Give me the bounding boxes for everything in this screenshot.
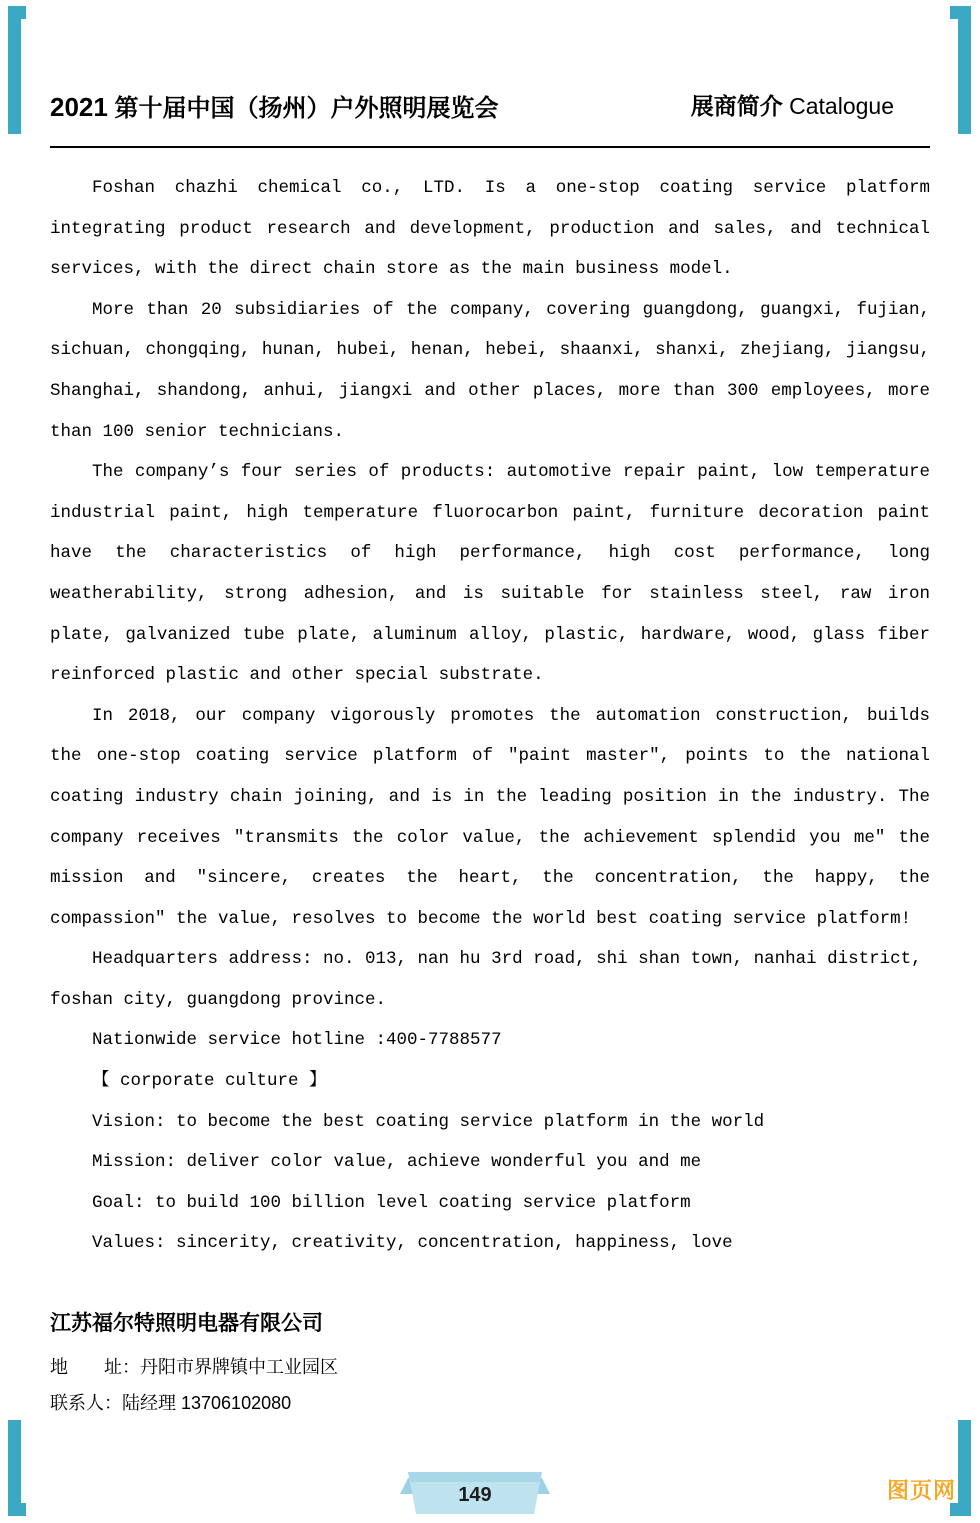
company-name: 江苏福尔特照明电器有限公司 [50,1312,323,1335]
corner-accent-top-left-horizontal [8,6,26,19]
watermark-logo: 图页网 [886,1478,956,1503]
corner-accent-bottom-right-vertical [958,1420,971,1516]
company-block [50,1307,930,1421]
line-values: Values: sincerity, creativity, concentration, happiness, love [92,1233,733,1254]
header-title-left [50,88,499,123]
paragraph-address: Headquarters address: no. 013, nan hu 3rd road, shi shan town, nanhai district, foshan city, guangdong province. [50,949,922,1010]
header-title-right [691,88,894,121]
line-vision: Vision: to become the best coating service platform in the world [92,1111,765,1132]
corner-accent-bottom-left-horizontal [8,1503,26,1516]
paragraph: In 2018, our company vigorously promotes the automation construction, builds the one-stop coating service platform of "paint master", points to the national coating industry chain joining, and is in the leading position in the industry. The company receives "transmits the color value, the achievement splendid you me" the mission and "sincere, creates the heart, the concentration, the happy, the compassion" the value, resolves to become the world best coating service platform! [50,705,930,929]
header-exhibition-name: 第十届中国（扬州）户外照明展览会 [107,95,499,122]
line-mission: Mission: deliver color value, achieve wonderful you and me [92,1152,702,1173]
corner-accent-top-right-horizontal [950,6,971,19]
paragraph: Foshan chazhi chemical co., LTD. Is a one-stop coating service platform integrating product research and development, production and sales, and technical services, with the direct chain store as the main business model. [50,178,930,280]
line-hotline: Nationwide service hotline :400-7788577 [92,1030,502,1051]
header-divider [50,146,930,148]
corner-accent-top-right-vertical [958,6,971,134]
header-year: 2021 [50,92,108,122]
line-corporate-culture-heading: 【 corporate culture 】 [92,1071,327,1092]
paragraph: More than 20 subsidiaries of the company, covering guangdong, guangxi, fujian, sichuan, chongqing, hunan, hubei, henan, hebei, shaanxi, shanxi, zhejiang, jiangsu, Shanghai, shandong, anhui, jiangxi and other places, more than 300 employees, more than 100 senior technicians. [50,299,930,442]
line-goal: Goal: to build 100 billion level coating service platform [92,1192,691,1213]
paragraph: The company’s four series of products: automotive repair paint, low temperature industrial paint, high temperature fluorocarbon paint, furniture decoration paint have the characteristics of high performance, high cost performance, long weatherability, strong adhesion, and is suitable for stainless steel, raw iron plate, galvanized tube plate, aluminum alloy, plastic, hardware, wood, glass fiber reinforced plastic and other special substrate. [50,462,930,686]
page-header [50,88,930,144]
document-body [50,168,930,1264]
header-section-en: Catalogue [782,93,894,119]
corner-accent-top-left-vertical [8,6,21,134]
page-number: 149 [458,1483,492,1506]
page-number-ribbon [370,1468,580,1518]
company-contact: 联系人：陆经理 13706102080 [50,1393,292,1413]
corner-accent-bottom-left-vertical [8,1420,21,1516]
header-section-cn: 展商简介 [690,93,783,119]
company-address: 地 址：丹阳市界牌镇中工业园区 [50,1357,338,1377]
